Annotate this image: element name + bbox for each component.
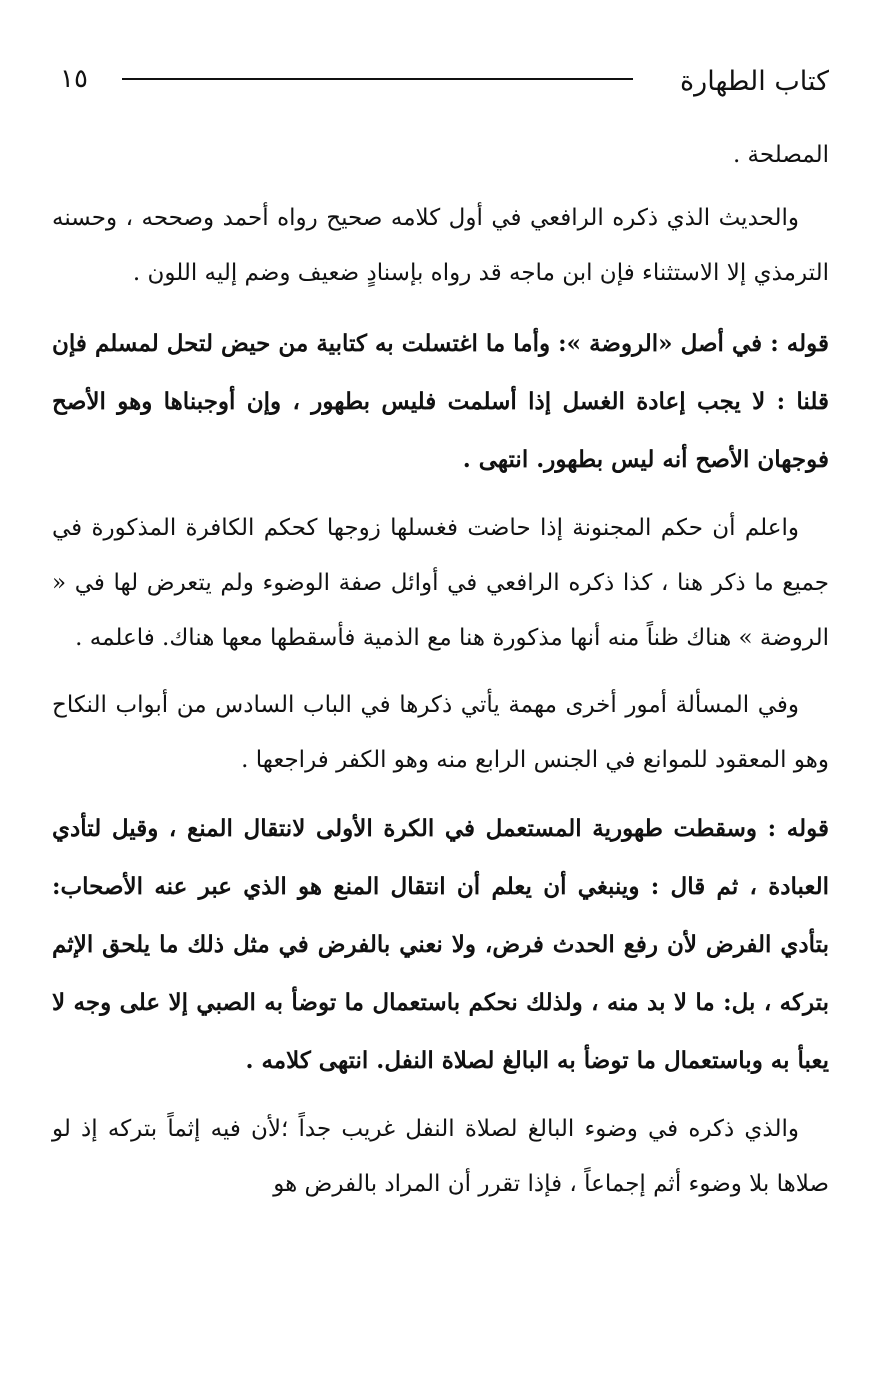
quote-rawda: قوله : في أصل «الروضة »: وأما ما اغتسلت به كتابية من حيض لتحل لمسلم فإن قلنا : لا يجب إعادة الغسل إذا أسلمت فليس بطهور ، وإن أوجبناها وهو الأصح فوجهان الأصح أنه ليس بطهور. انتهى . bbox=[52, 330, 829, 473]
page-number: ١٥ bbox=[60, 64, 88, 94]
paragraph-other-matters: وفي المسألة أمور أخرى مهمة يأتي ذكرها في الباب السادس من أبواب النكاح وهو المعقود للموانع في الجنس الرابع منه وهو الكفر فراجعها . bbox=[52, 692, 829, 773]
paragraph-majnuna: واعلم أن حكم المجنونة إذا حاضت فغسلها زوجها كحكم الكافرة المذكورة في جميع ما ذكر هنا ، كذا ذكره الرافعي في أوائل صفة الوضوء ولم يتعرض لها في « الروضة » هناك ظناً منه أنها مذكورة هنا مع الذمية فأسقطها معها هناك. فاعلمه . bbox=[52, 515, 829, 651]
paragraph-wudu-baligh: والذي ذكره في وضوء البالغ لصلاة النفل غريب جداً ؛لأن فيه إثماً بتركه إذ لو صلاها بلا وضوء أثم إجماعاً ، فإذا تقرر أن المراد بالفرض هو bbox=[52, 1116, 829, 1197]
body-text bbox=[52, 128, 829, 1212]
quote-mustamal: قوله : وسقطت طهورية المستعمل في الكرة الأولى لانتقال المنع ، وقيل لتأدي العبادة ، ثم قال : وينبغي أن يعلم أن انتقال المنع هو الذي عبر عنه الأصحاب: بتأدي الفرض لأن رفع الحدث فرض، ولا نعني بالفرض في مثل ذلك ما يلحق الإثم بتركه ، بل: ما لا بد منه ، ولذلك نحكم باستعمال ما توضأ به الصبي إلا على وجه لا يعبأ به وباستعمال ما توضأ به البالغ لصلاة النفل. انتهى كلامه . bbox=[52, 815, 829, 1074]
paragraph-continuation: المصلحة . bbox=[732, 142, 829, 168]
paragraph-hadith: والحديث الذي ذكره الرافعي في أول كلامه صحيح رواه أحمد وصححه ، وحسنه الترمذي إلا الاستثناء فإن ابن ماجه قد رواه بإسنادٍ ضعيف وضم إليه اللون . bbox=[52, 205, 829, 286]
header-rule bbox=[122, 78, 633, 80]
running-title: كتاب الطهارة bbox=[680, 66, 829, 97]
page-header bbox=[60, 62, 829, 102]
